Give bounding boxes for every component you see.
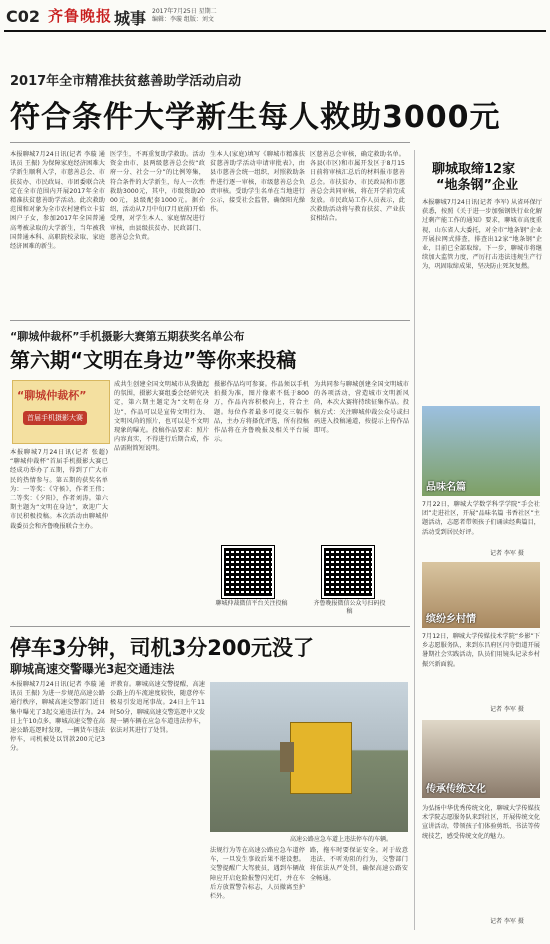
story3-col1: 本报聊城7月24日讯(记者 李璇 通讯员 王振) 为进一步规范高速公路通行秩序，聊城高速交警部门近日集中曝光了3起交通违法行为。24日上午10点多，聊城高速交警在高速公路巡逻时发现，一辆货车违法停车，司机被处以罚款200元记3分。 xyxy=(10,681,105,753)
side2-text3: 为弘扬中华优秀传统文化，聊城大学传媒技术学院志愿服务队来到社区，开展传统文化宣讲活动，带领孩子们体验剪纸、书法等传统技艺，感受传统文化的魅力。 xyxy=(422,805,540,840)
header-date: 2017年7月25日 星期二 xyxy=(152,8,217,15)
story1-headline: 符合条件大学新生每人救助3000元 xyxy=(10,100,501,135)
qr-left-caption: 聊城仲裁微信平台关注投稿 xyxy=(215,600,288,607)
side1-body: 本报聊城7月24日讯(记者 李军) 从省环保厅获悉，按照《关于进一步加强钢铁行业化解过剩产能工作的通知》要求，聊城市高度重视，山东省人大委托，对全市“地条钢”企业开展拉网式排查，排查出12家“地条钢”企业，目前已全部取缔。下一步，聊城市将继续加大监管力度，严厉打击违法违规生产行为，巩固取缔成果，坚决防止死灰复燃。 xyxy=(422,199,542,271)
side1-title-line1: 聊城取缔12家 xyxy=(432,162,516,177)
story3-headline: 停车3分钟，司机3分200元没了 xyxy=(10,636,315,660)
story2-rule xyxy=(10,320,410,321)
header-editors: 编辑：李璇 组版：刘文 xyxy=(152,16,214,23)
story3-col4: 路，拖车时要保证安全。对于故意违法、不听劝阻的行为，交警部门将依法从严处罚，确保高速公路安全畅通。 xyxy=(310,847,408,882)
story2-kicker: “聊城仲裁杯”手机摄影大赛第五期获奖名单公布 xyxy=(10,330,245,343)
header-rule xyxy=(4,30,546,32)
story1-col3: 生本人(家庭)填写《聊城市精准扶贫慈善助学活动申请审批表》，由县市慈善会统一组织，对照救助条件进行逐一审核，市级慈善总会负责审核。受助学生名单在当地进行公示，接受社会监督，确保阳光操作。 xyxy=(210,151,305,214)
truck-shape xyxy=(290,722,352,794)
qr-code-right xyxy=(322,546,374,598)
side2-text2: 7月12日，聊城大学传媒技术学院“乡影”下乡志愿服务队，来到东昌府区闫寺街道开展暑期社会实践活动，队员们用镜头记录乡村振兴新面貌。 xyxy=(422,633,540,668)
newspaper-logo: 齐鲁晚报 xyxy=(48,7,113,25)
truck-cab xyxy=(280,742,294,772)
story1-col4: 区慈善总会审核，确定救助名单。各县(市区)和市属开发区于8月15日前将审核汇总后的材料报市慈善总会。市扶贫办、市民政局和市慈善总会共同审核，将在开学前完成发放。市民政局工作人员表示，此次救助活动将与教育扶贫、产业扶贫相结合。 xyxy=(310,151,405,223)
story3-col3: 法规行为等在高速公路应急车道停车，一旦发生事故后果不堪设想。交警提醒广大驾驶员，遇到车辆故障应开启危险报警闪光灯，并在车后方放置警告标志，人员撤离至护栏外。 xyxy=(210,847,305,901)
side1-title-line2: “地条钢”企业 xyxy=(436,178,519,193)
section-title: 城事 xyxy=(114,9,147,28)
story1-kicker: 2017年全市精准扶贫慈善助学活动启动 xyxy=(10,74,242,89)
story3-col2: 评教育。聊城高速交警提醒，高速公路上的车流速度较快，随意停车极易引发追尾事故。24日上午11时50分，聊城高速交警巡逻中又发现一辆车辆在应急车道违法停车，依法对其进行了处罚。 xyxy=(110,681,205,735)
story1-col2: 医学生，不再重复助学救助。活动资金由市、县两级慈善总会按“政府一分、社会一分”的比例筹集，符合条件的大学新生，每人一次性救助3000元，其中，市级资助2000元，县级配套1000元。据介绍，活动从7月中旬(7月底前)开始受理，对学生本人、家庭情况进行审核，由县级扶贫办、民政部门、慈善总会负责。 xyxy=(110,151,205,241)
qr-code-left xyxy=(222,546,274,598)
story3-photo-caption: 高速公路应急车道上违法停车的车辆。 xyxy=(290,836,393,843)
poster-title: “聊城仲裁杯” xyxy=(17,389,87,402)
story2-col2: 成共生创建全国文明城市从我做起的氛围，摄影大赛组委会经研究决定，第六期主题定为“文明在身边”，作品可以是宣传文明行为、文明风尚的照片，也可以是不文明现象的曝光。投稿作品要求：照片内容真实，不得进行后期合成，作品需附简短说明。 xyxy=(114,381,209,453)
photo-truck-violation xyxy=(210,682,408,832)
story1-rule xyxy=(10,142,410,143)
photo3-caption: 传承传统文化 xyxy=(426,784,486,795)
story2-headline: 第六期“文明在身边”等你来投稿 xyxy=(10,348,297,372)
story3-rule xyxy=(10,626,410,627)
story2-col3: 摄影作品均可参赛。作品须以手机拍摄为准，图片像素不低于800万，作品内容积极向上，符合主题。每位作者最多可提交三幅作品，主办方将择优评选，所有投稿作品将在齐鲁晚报及相关平台展示。 xyxy=(214,381,309,444)
side2-credit3: 记者 李军 摄 xyxy=(490,918,524,925)
poster-subtitle: 首届手机摄影大赛 xyxy=(23,411,87,425)
photo2-caption: 缤纷乡村情 xyxy=(426,614,476,625)
side2-credit1: 记者 李军 摄 xyxy=(490,550,524,557)
photo-village xyxy=(422,562,540,628)
story2-col4: 为共同参与聊城创建全国文明城市的各项活动，营造城市文明新风尚，本次大赛将持续征集作品。投稿方式：关注聊城仲裁公众号或扫码进入投稿通道，按提示上传作品即可。 xyxy=(314,381,409,435)
photo1-caption: 品味名篇 xyxy=(426,482,466,493)
photo-culture xyxy=(422,720,540,798)
story1-col1: 本报聊城7月24日讯(记者 李璇 通讯员 王振) 为保障家庭经济困难大学新生顺利入学，市慈善总会、市扶贫办、市民政局、市团委联合决定在全市范围内开展2017年全市精准扶贫慈善助学活动。此次救助范围和对象为全市农村建档立卡贫困户子女，参加2017年全国普通高考被录取的大学新生，当年被我国普通本科、高职院校录取、家庭经济困难的新生。 xyxy=(10,151,105,251)
photo-reading-event xyxy=(422,406,540,496)
side2-text1: 7月22日，聊城大学数学科学学院“手会社团”走进社区，开展“品味名篇 书香社区”主题活动，志愿者带领孩子们诵读经典篇目，活动受到居民好评。 xyxy=(422,501,540,536)
header-meta xyxy=(152,8,217,24)
side2-credit2: 记者 李军 摄 xyxy=(490,706,524,713)
page-number: C02 xyxy=(6,7,41,26)
qr-right-caption: 齐鲁晚报微信公众号扫码投稿 xyxy=(313,600,386,615)
contest-poster xyxy=(12,380,110,444)
story3-subhead: 聊城高速交警曝光3起交通违法 xyxy=(10,662,175,676)
story2-col1: 本报聊城7月24日讯(记者 张超) “聊城仲裁杯”首届手机摄影大赛已经成功举办了五期，得到了广大市民的热情参与。第五期的获奖名单为：一等奖：《守候》，作者王伟；二等奖：《夕阳》，作者刘涛。第六期主题为“文明在身边”，欢迎广大市民积极投稿。本次活动由聊城仲裁委员会和齐鲁晚报联合主办。 xyxy=(10,449,108,530)
side-divider xyxy=(414,150,415,930)
